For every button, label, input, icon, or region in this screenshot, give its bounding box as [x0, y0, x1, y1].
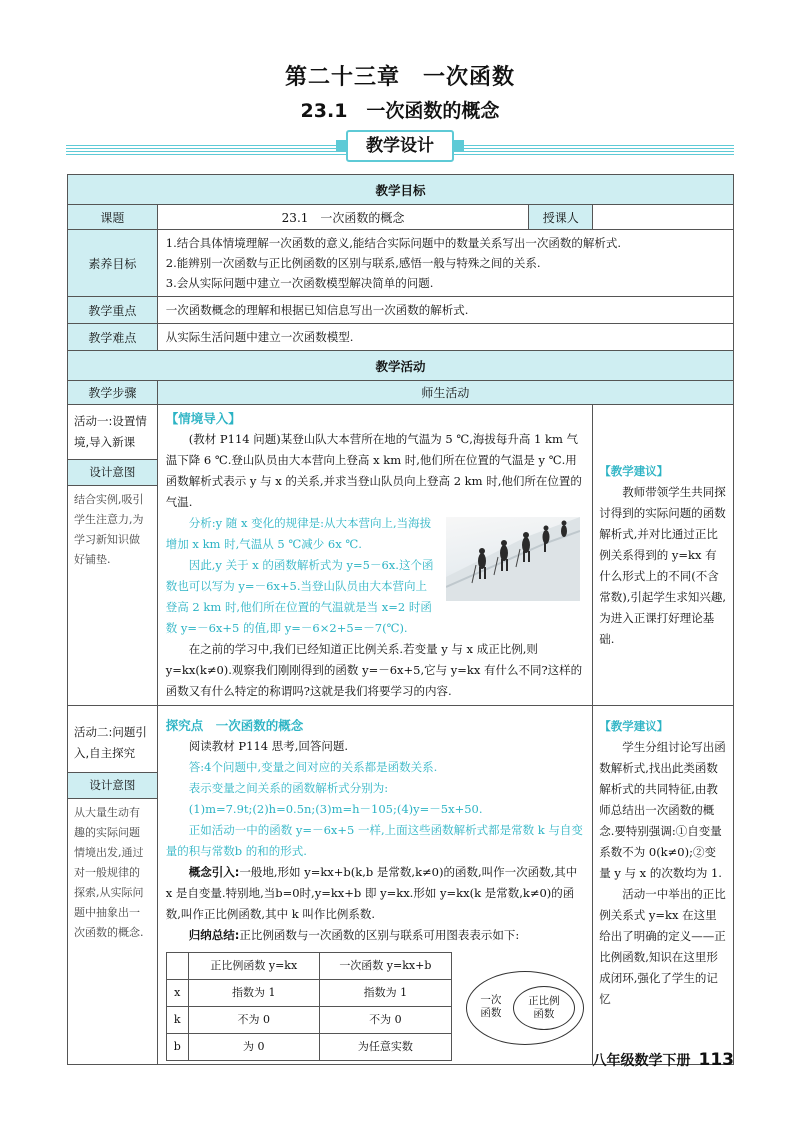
venn-outer-label: 一次函数 [480, 993, 502, 1019]
goals-header: 教学目标 [68, 175, 734, 205]
summary-text: 正比例函数与一次函数的区别与联系可用图表表示如下: [239, 928, 520, 942]
concept-label: 概念引入: [188, 865, 240, 879]
act2-answer: 答:4个问题中,变量之间对应的关系都是函数关系. [188, 760, 438, 774]
act2-advice-text2: 活动一中举出的正比例关系式 y=kx 在这里给出了明确的定义——正比例函数,知识在这里形成闭环,强化了学生的记忆 [599, 887, 726, 1006]
teacher-value [593, 205, 734, 230]
act1-advice [593, 405, 734, 706]
teacher-student-label: 师生活动 [157, 381, 733, 405]
comparison-table [166, 952, 452, 1061]
act2-tag: 探究点 一次函数的概念 [165, 718, 304, 733]
footer-book: 八年级数学下册 [592, 1053, 691, 1069]
act2-design-label: 设计意图 [68, 772, 157, 799]
act1-design-label: 设计意图 [68, 459, 157, 486]
act1-solution: 因此,y 关于 x 的函数解析式为 y=5－6x.这个函数也可以写为 y=－6x+5.当登山队员由大本营向上登高 2 km 时,他们所在位置的气温就是当 x=2 时函数 y=－6x+5 的值,即 y=－6×2+5=－7(℃). [165, 558, 434, 635]
table-cell: 指数为 1 [188, 980, 319, 1007]
act1-analysis: 分析:y 随 x 变化的规律是:从大本营向上,当海拔增加 x km 时,气温从 5 ℃减少 6x ℃. [165, 516, 432, 551]
venn-diagram [466, 971, 584, 1045]
lesson-plan-table [67, 174, 734, 1065]
focus-label: 教学重点 [68, 297, 158, 324]
table-row [166, 1007, 451, 1034]
venn-inner [513, 986, 575, 1030]
table-cell: 为 0 [188, 1034, 319, 1061]
table-cell: 指数为 1 [319, 980, 451, 1007]
act2-design-text: 从大量生动有趣的实际问题情境出发,通过对一般规律的探索,从实际问题中抽象出一次函数的概念. [74, 806, 144, 939]
steps-label: 教学步骤 [68, 381, 158, 405]
act1-design-text: 结合实例,吸引学生注意力,为学习新知识做好铺垫. [74, 493, 144, 566]
venn-inner-label: 正比例函数 [528, 994, 560, 1020]
act1-advice-text: 教师带领学生共同探讨得到的实际问题的函数解析式,并对比通过正比例关系得到的 y=kx 有什么形式上的不同(不含常数),引起学生求知兴趣,为进入正课打好理论基础. [599, 485, 727, 646]
table-row [166, 1034, 451, 1061]
act1-title: 活动一:设置情境,导入新课 [74, 414, 147, 449]
act2-expressions: (1)m=7.9t;(2)h=0.5n;(3)m=h－105;(4)y=－5x+50. [188, 802, 483, 816]
chapter-title: 第二十三章 一次函数 [284, 65, 515, 90]
act2-content [157, 706, 592, 1065]
literacy-label: 素养目标 [68, 230, 158, 297]
literacy-item: 1.结合具体情境理解一次函数的意义,能结合实际问题中的数量关系写出一次函数的解析式. [165, 236, 622, 250]
table-cell: k [166, 1007, 188, 1034]
page-footer [593, 1050, 735, 1070]
act2-advice-tag: 【教学建议】 [599, 719, 669, 733]
climbers-photo [446, 517, 580, 601]
topic-label: 课题 [68, 205, 158, 230]
act1-question: 在之前的学习中,我们已经知道正比例关系.若变量 y 与 x 成正比例,则 y=kx(k≠0).观察我们刚刚得到的函数 y=－6x+5,它与 y=kx 有什么不同?这样的函数又有什么特定的称谓吗?这就是我们将要学习的内容. [165, 642, 583, 698]
table-header-cell: 一次函数 y=kx+b [319, 953, 451, 980]
banner-title: 教学设计 [346, 130, 454, 162]
summary-label: 归纳总结: [188, 928, 240, 942]
literacy-item: 2.能辨别一次函数与正比例函数的区别与联系,感悟一般与特殊之间的关系. [165, 256, 541, 270]
table-header-cell [166, 953, 188, 980]
act2-advice-text1: 学生分组讨论写出函数解析式,找出此类函数解析式的共同特征,由教师总结出一次函数的概念.要特别强调:①自变量系数不为 0(k≠0);②变量 y 与 x 的次数均为 1. [599, 740, 726, 880]
act1-problem: (教材 P114 问题)某登山队大本营所在地的气温为 5 ℃,海拔每升高 1 km 气温下降 6 ℃.登山队员由大本营向上登高 x km 时,他们所在位置的气温是 y ℃.用函数解析式表示 y 与 x 的关系,并求当登山队员向上登高 2 km 时,他们所在位置的气温. [165, 432, 582, 509]
act2-title: 活动二:问题引入,自主探究 [74, 725, 147, 760]
focus-value: 一次函数概念的理解和根据已知信息写出一次函数的解析式. [157, 297, 733, 324]
difficulty-label: 教学难点 [68, 324, 158, 351]
table-cell: x [166, 980, 188, 1007]
act1-content [157, 405, 592, 706]
table-cell: 不为 0 [319, 1007, 451, 1034]
literacy-item: 3.会从实际问题中建立一次函数模型解决简单的问题. [165, 276, 434, 290]
act2-side [68, 706, 158, 1065]
act2-read: 阅读教材 P114 思考,回答问题. [188, 739, 349, 753]
table-header-cell: 正比例函数 y=kx [188, 953, 319, 980]
literacy-goals [157, 230, 733, 297]
activities-header: 教学活动 [68, 351, 734, 381]
section-title: 23.1 一次函数的概念 [300, 100, 500, 122]
page-number: 113 [698, 1050, 734, 1070]
teacher-label: 授课人 [529, 205, 593, 230]
table-cell: b [166, 1034, 188, 1061]
act2-advice [593, 706, 734, 1065]
act2-observation: 正如活动一中的函数 y=－6x+5 一样,上面这些函数解析式都是常数 k 与自变量的积与常数b 的和的形式. [165, 823, 583, 858]
difficulty-value: 从实际生活问题中建立一次函数模型. [157, 324, 733, 351]
act2-expr-intro: 表示变量之间关系的函数解析式分别为: [188, 781, 389, 795]
table-row [166, 980, 451, 1007]
table-cell: 为任意实数 [319, 1034, 451, 1061]
act1-tag: 【情境导入】 [165, 411, 241, 426]
act1-advice-tag: 【教学建议】 [599, 464, 669, 478]
table-cell: 不为 0 [188, 1007, 319, 1034]
concept-text: 一般地,形如 y=kx+b(k,b 是常数,k≠0)的函数,叫作一次函数,其中 x 是自变量.特别地,当b=0时,y=kx+b 即 y=kx.形如 y=kx(k 是常数,k≠0)的函数,叫作正比例函数,其中 k 叫作比例系数. [165, 865, 578, 921]
topic-value: 23.1 一次函数的概念 [157, 205, 529, 230]
act1-side [68, 405, 158, 706]
